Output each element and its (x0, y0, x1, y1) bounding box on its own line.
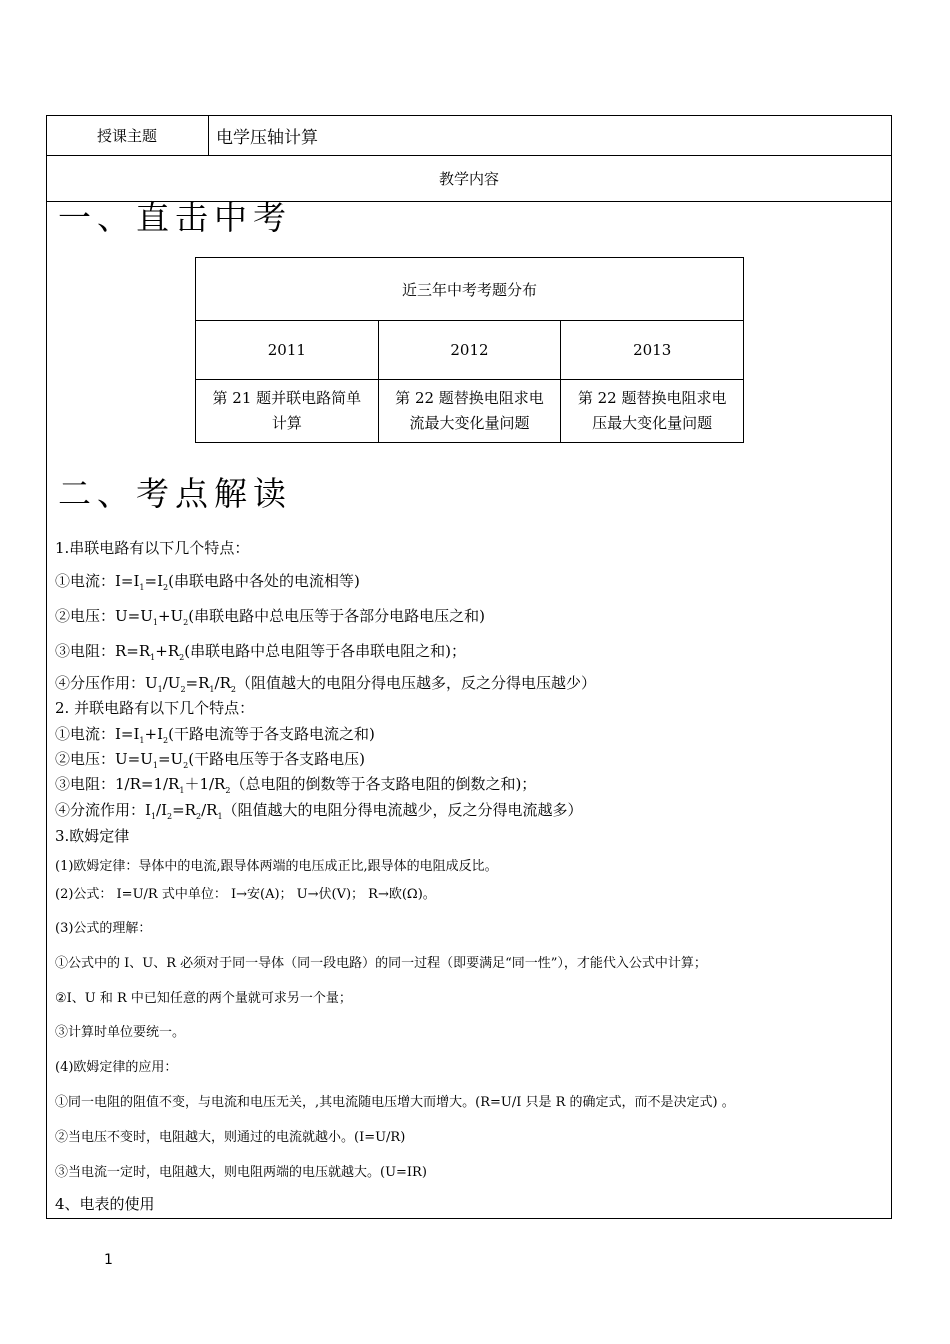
ohm-line: (4)欧姆定律的应用： (55, 1060, 178, 1075)
section-title-1: 一、直击中考 (58, 198, 292, 237)
topic-label: 授课主题 (46, 115, 209, 156)
table-title: 近三年中考考题分布 (196, 258, 744, 321)
series-divider: ④分压作用：$U_1/U_2=R_1/R_2$（阻值越大的电阻分得电压越多，反之分得电压越少） (55, 674, 596, 694)
ohm-line: ②当电压不变时，电阻越大，则通过的电流就越小。(I=U/R) (55, 1130, 406, 1145)
parallel-current: ①电流：$I=I_1+I_2$(干路电流等于各支路电流之和) (55, 725, 375, 745)
ohm-line: ①同一电阻的阻值不变，与电流和电压无关，,其电流随电压增大而增大。(R=U/I 只是 R 的确定式，而不是决定式) 。 (55, 1095, 735, 1110)
series-resistance: ③电阻：$R=R_1+R_2$(串联电路中总电阻等于各串联电阻之和)； (55, 642, 466, 662)
meter-heading: 4、电表的使用 (55, 1195, 155, 1213)
question-text: 计算 (271, 414, 302, 432)
series-heading: 1.串联电路有以下几个特点： (55, 539, 250, 557)
question-text: 第 22 题替换电阻求电 (395, 389, 544, 407)
parallel-shunt: ④分流作用：$I_1/I_2=R_2/R_1$（阻值越大的电阻分得电流越少，反之分得电流越多） (55, 801, 583, 821)
question-text: 第 22 题替换电阻求电 (577, 389, 727, 407)
content-label: 教学内容 (46, 156, 892, 202)
question-cell (196, 380, 379, 443)
question-text: 第 21 题并联电路简单 (212, 389, 362, 407)
ohm-heading: 3.欧姆定律 (55, 827, 130, 845)
question-text: 流最大变化量问题 (409, 414, 530, 432)
ohm-line: ③当电流一定时，电阻越大，则电阻两端的电压就越大。(U=IR) (55, 1165, 427, 1180)
topic-value: 电学压轴计算 (216, 128, 318, 148)
ohm-line: (2)公式： I=U/R 式中单位： I→安(A)； U→伏(V)； R→欧(Ω)。 (55, 887, 436, 902)
ohm-line: ①公式中的 I、U、R 必须对于同一导体（同一段电路）的同一过程（即要满足“同一性”），才能代入公式中计算； (55, 956, 707, 971)
section-title-2: 二、考点解读 (58, 474, 292, 513)
question-cell (561, 380, 744, 443)
page-number: 1 (104, 1252, 113, 1268)
question-text: 压最大变化量问题 (592, 414, 713, 432)
series-current: ①电流：$I=I_1=I_2$(串联电路中各处的电流相等) (55, 572, 360, 592)
ohm-line: (3)公式的理解： (55, 921, 152, 936)
parallel-voltage: ②电压：$U=U_1=U_2$(干路电压等于各支路电压) (55, 750, 365, 770)
year-cell: 2013 (561, 321, 744, 380)
question-cell (378, 380, 561, 443)
parallel-resistance: ③电阻：$1/R=1/R_1+1/R_2$（总电阻的倒数等于各支路电阻的倒数之和)； (55, 775, 537, 795)
ohm-line: ②I、U 和 R 中已知任意的两个量就可求另一个量； (55, 991, 352, 1006)
ohm-line: ③计算时单位要统一。 (55, 1025, 186, 1040)
exam-distribution-table (195, 257, 744, 443)
parallel-heading: 2. 并联电路有以下几个特点： (55, 699, 255, 717)
series-voltage: ②电压：$U=U_1+U_2$(串联电路中总电压等于各部分电路电压之和) (55, 607, 485, 627)
year-cell: 2012 (378, 321, 561, 380)
ohm-line: (1)欧姆定律：导体中的电流,跟导体两端的电压成正比,跟导体的电阻成反比。 (55, 859, 498, 874)
year-cell: 2011 (196, 321, 379, 380)
